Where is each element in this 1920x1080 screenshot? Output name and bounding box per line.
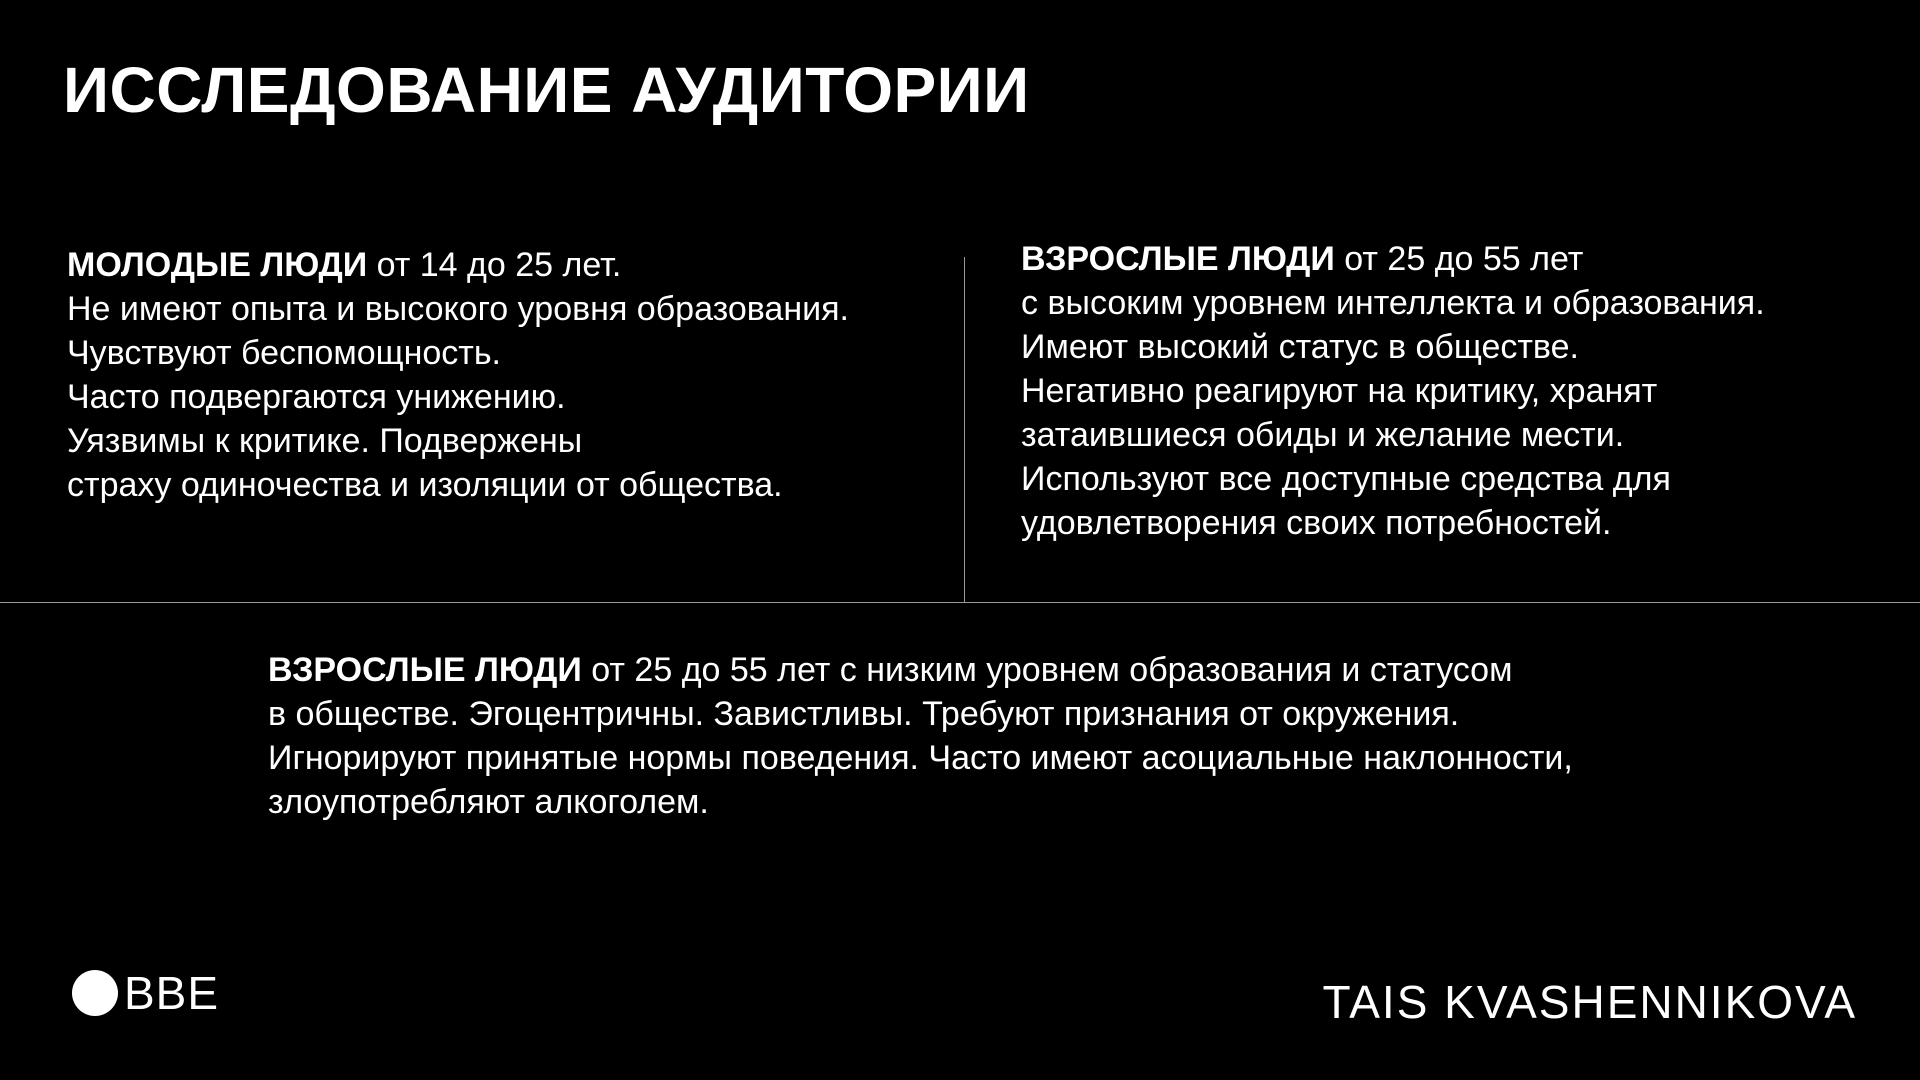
segment-text-line: Используют все доступные средства для	[1021, 460, 1671, 498]
segment-text-line: затаившиеся обиды и желание мести.	[1021, 416, 1625, 454]
segment-text-line: с высоким уровнем интеллекта и образования.	[1021, 284, 1765, 322]
segment-text-line: Уязвимы к критике. Подвержены	[67, 422, 583, 460]
segment-lead-line	[1021, 237, 1765, 281]
slide-title: ИССЛЕДОВАНИЕ АУДИТОРИИ	[63, 54, 1030, 126]
segment-lead-line	[67, 243, 849, 287]
segment-text-line: удовлетворения своих потребностей.	[1021, 504, 1612, 542]
segment-text-line: Негативно реагируют на критику, хранят	[1021, 372, 1658, 410]
segment-text-line: Не имеют опыта и высокого уровня образования.	[67, 290, 849, 328]
author-name: TAIS KVASHENNIKOVA	[1322, 976, 1857, 1028]
segment-lead: ВЗРОСЛЫЕ ЛЮДИ	[1021, 240, 1335, 278]
vertical-divider	[964, 257, 965, 602]
segment-adults-low-status	[268, 648, 1573, 824]
segment-text-line: Имеют высокий статус в обществе.	[1021, 328, 1579, 366]
segment-lead-rest: от 25 до 55 лет	[1334, 240, 1584, 278]
segment-text-line: в обществе. Эгоцентричны. Завистливы. Требуют признания от окружения.	[268, 695, 1460, 733]
segment-lead: МОЛОДЫЕ ЛЮДИ	[67, 246, 368, 284]
segment-lead: ВЗРОСЛЫЕ ЛЮДИ	[268, 651, 582, 689]
brand-logo	[72, 968, 219, 1018]
logo-text: BBE	[124, 967, 220, 1019]
filled-circle-icon	[72, 970, 118, 1016]
segment-young-people	[67, 243, 849, 507]
segment-text-line: Часто подвергаются унижению.	[67, 378, 566, 416]
segment-lead-rest: от 14 до 25 лет.	[367, 246, 622, 284]
segment-text-line: злоупотребляют алкоголем.	[268, 783, 709, 821]
segment-lead-line	[268, 648, 1573, 692]
horizontal-divider	[0, 602, 1920, 603]
segment-text-line: Игнорируют принятые нормы поведения. Часто имеют асоциальные наклонности,	[268, 739, 1573, 777]
segment-lead-rest: от 25 до 55 лет с низким уровнем образования и статусом	[581, 651, 1513, 689]
segment-text-line: страху одиночества и изоляции от общества.	[67, 466, 783, 504]
segment-text-line: Чувствуют беспомощность.	[67, 334, 501, 372]
segment-adults-high-status	[1021, 237, 1765, 545]
